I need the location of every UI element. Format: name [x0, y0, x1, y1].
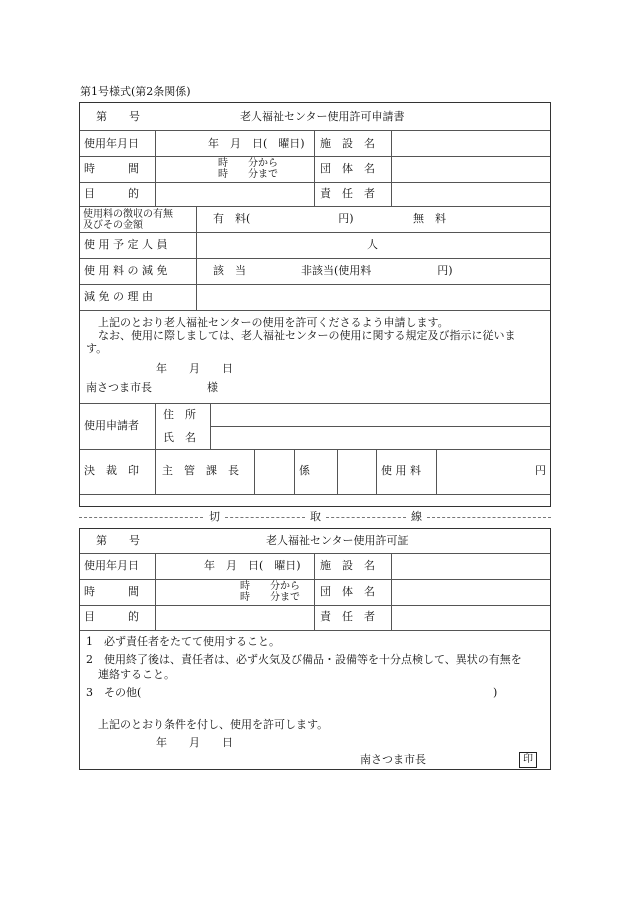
cut-dash: [225, 517, 305, 518]
facility-label: 施 設 名: [320, 137, 375, 150]
permit-group-label: 団 体 名: [320, 585, 375, 598]
row-divider: [80, 494, 550, 495]
applicant-label: 使用申請者: [84, 419, 139, 432]
col-divider: [391, 553, 392, 630]
purpose-label: 目 的: [84, 187, 139, 200]
col-divider: [436, 449, 437, 494]
cut-label-2: 取: [310, 510, 321, 523]
chief-label: 主 管 課 長: [162, 464, 239, 477]
form-caption: 第1号様式(第2条関係): [80, 85, 191, 98]
permit-facility-label: 施 設 名: [320, 559, 375, 572]
permit-time-label: 時 間: [84, 585, 139, 598]
col-divider: [337, 449, 338, 494]
name-label: 氏 名: [163, 431, 196, 444]
col-divider: [314, 130, 315, 206]
cut-dash: [427, 517, 551, 518]
permit-title: 老人福祉センター使用許可証: [266, 534, 409, 547]
condition-3-close: ): [493, 686, 498, 699]
request-date: 年 月 日: [156, 362, 233, 375]
col-divider: [155, 182, 156, 206]
fee-label-line1: 使用料の徴収の有無: [83, 209, 173, 220]
date-label: 使用年月日: [84, 137, 139, 150]
row-divider: [80, 156, 550, 157]
application-form: [79, 102, 551, 507]
reduction-yes: 該 当: [213, 264, 246, 277]
usage-fee-yen: 円: [535, 464, 546, 477]
address-label: 住 所: [163, 408, 196, 421]
responsible-label: 責 任 者: [320, 187, 375, 200]
row-divider: [80, 206, 550, 207]
number-label: 第 号: [96, 110, 140, 123]
staff-label: 係: [299, 464, 310, 477]
row-divider: [80, 403, 550, 404]
permit-number-label: 第 号: [96, 534, 140, 547]
row-divider: [210, 426, 550, 427]
cut-dash: [79, 517, 203, 518]
reason-label: 減 免 の 理 由: [84, 290, 153, 303]
date-value: 年 月 日( 曜日): [208, 137, 305, 150]
row-divider: [80, 258, 550, 259]
condition-2-line1: 2 使用終了後は、責任者は、必ず火気及び備品・設備等を十分点検して、異状の有無を: [86, 653, 522, 666]
form-title: 老人福祉センター使用許可申請書: [240, 110, 405, 123]
usage-fee-label: 使 用 料: [381, 464, 421, 477]
row-divider: [80, 579, 550, 580]
fee-label-line2: 及びその金額: [83, 220, 143, 231]
permit-mayor: 南さつま市長: [360, 753, 426, 766]
col-divider: [196, 206, 197, 310]
reduction-label: 使 用 料 の 減 免: [84, 264, 168, 277]
condition-1: 1 必ず責任者をたてて使用すること。: [86, 635, 280, 648]
row-divider: [80, 130, 550, 131]
cut-label-1: 切: [209, 510, 220, 523]
permit-time-to: 時 分まで: [240, 592, 300, 603]
permit-date-value: 年 月 日( 曜日): [204, 559, 301, 572]
fee-free: 無 料: [413, 212, 446, 225]
row-divider: [80, 449, 550, 450]
col-divider: [210, 403, 211, 449]
addressee: 南さつま市長 様: [86, 381, 218, 394]
col-divider: [376, 449, 377, 494]
time-label: 時 間: [84, 162, 139, 175]
seal-stamp: 印: [519, 752, 537, 768]
col-divider: [314, 553, 315, 630]
row-divider: [80, 310, 550, 311]
permit-date: 年 月 日: [156, 736, 233, 749]
people-label: 使 用 予 定 人 員: [84, 238, 168, 251]
permit-form: [79, 528, 551, 770]
time-from: 時 分から: [218, 158, 278, 169]
col-divider: [254, 449, 255, 494]
request-line1: 上記のとおり老人福祉センターの使用を許可くださるよう申請します。: [98, 316, 449, 329]
cut-label-3: 線: [411, 510, 422, 523]
permit-approval-text: 上記のとおり条件を付し、使用を許可します。: [98, 718, 329, 731]
request-line2: なお、使用に際しましては、老人福祉センターの使用に関する規定及び指示に従いま: [98, 329, 516, 342]
permit-purpose-label: 目 的: [84, 610, 139, 623]
permit-date-label: 使用年月日: [84, 559, 139, 572]
row-divider: [80, 284, 550, 285]
condition-2-line2: 連絡すること。: [98, 668, 175, 681]
permit-responsible-label: 責 任 者: [320, 610, 375, 623]
group-label: 団 体 名: [320, 162, 375, 175]
fee-paid: 有 料( 円): [213, 212, 354, 225]
row-divider: [80, 630, 550, 631]
row-divider: [80, 182, 550, 183]
col-divider: [155, 130, 156, 182]
col-divider: [294, 449, 295, 494]
approval-label: 決 裁 印: [84, 464, 139, 477]
cut-line: [79, 507, 551, 528]
condition-3: 3 その他(: [86, 686, 142, 699]
reduction-no: 非該当(使用料 円): [301, 264, 453, 277]
col-divider: [155, 403, 156, 494]
time-to: 時 分まで: [218, 169, 278, 180]
people-unit: 人: [367, 238, 378, 251]
request-line3: す。: [86, 342, 108, 355]
row-divider: [80, 553, 550, 554]
col-divider: [155, 553, 156, 630]
cut-dash: [326, 517, 406, 518]
col-divider: [391, 130, 392, 206]
permit-time-from: 時 分から: [240, 581, 300, 592]
row-divider: [80, 232, 550, 233]
row-divider: [80, 605, 550, 606]
